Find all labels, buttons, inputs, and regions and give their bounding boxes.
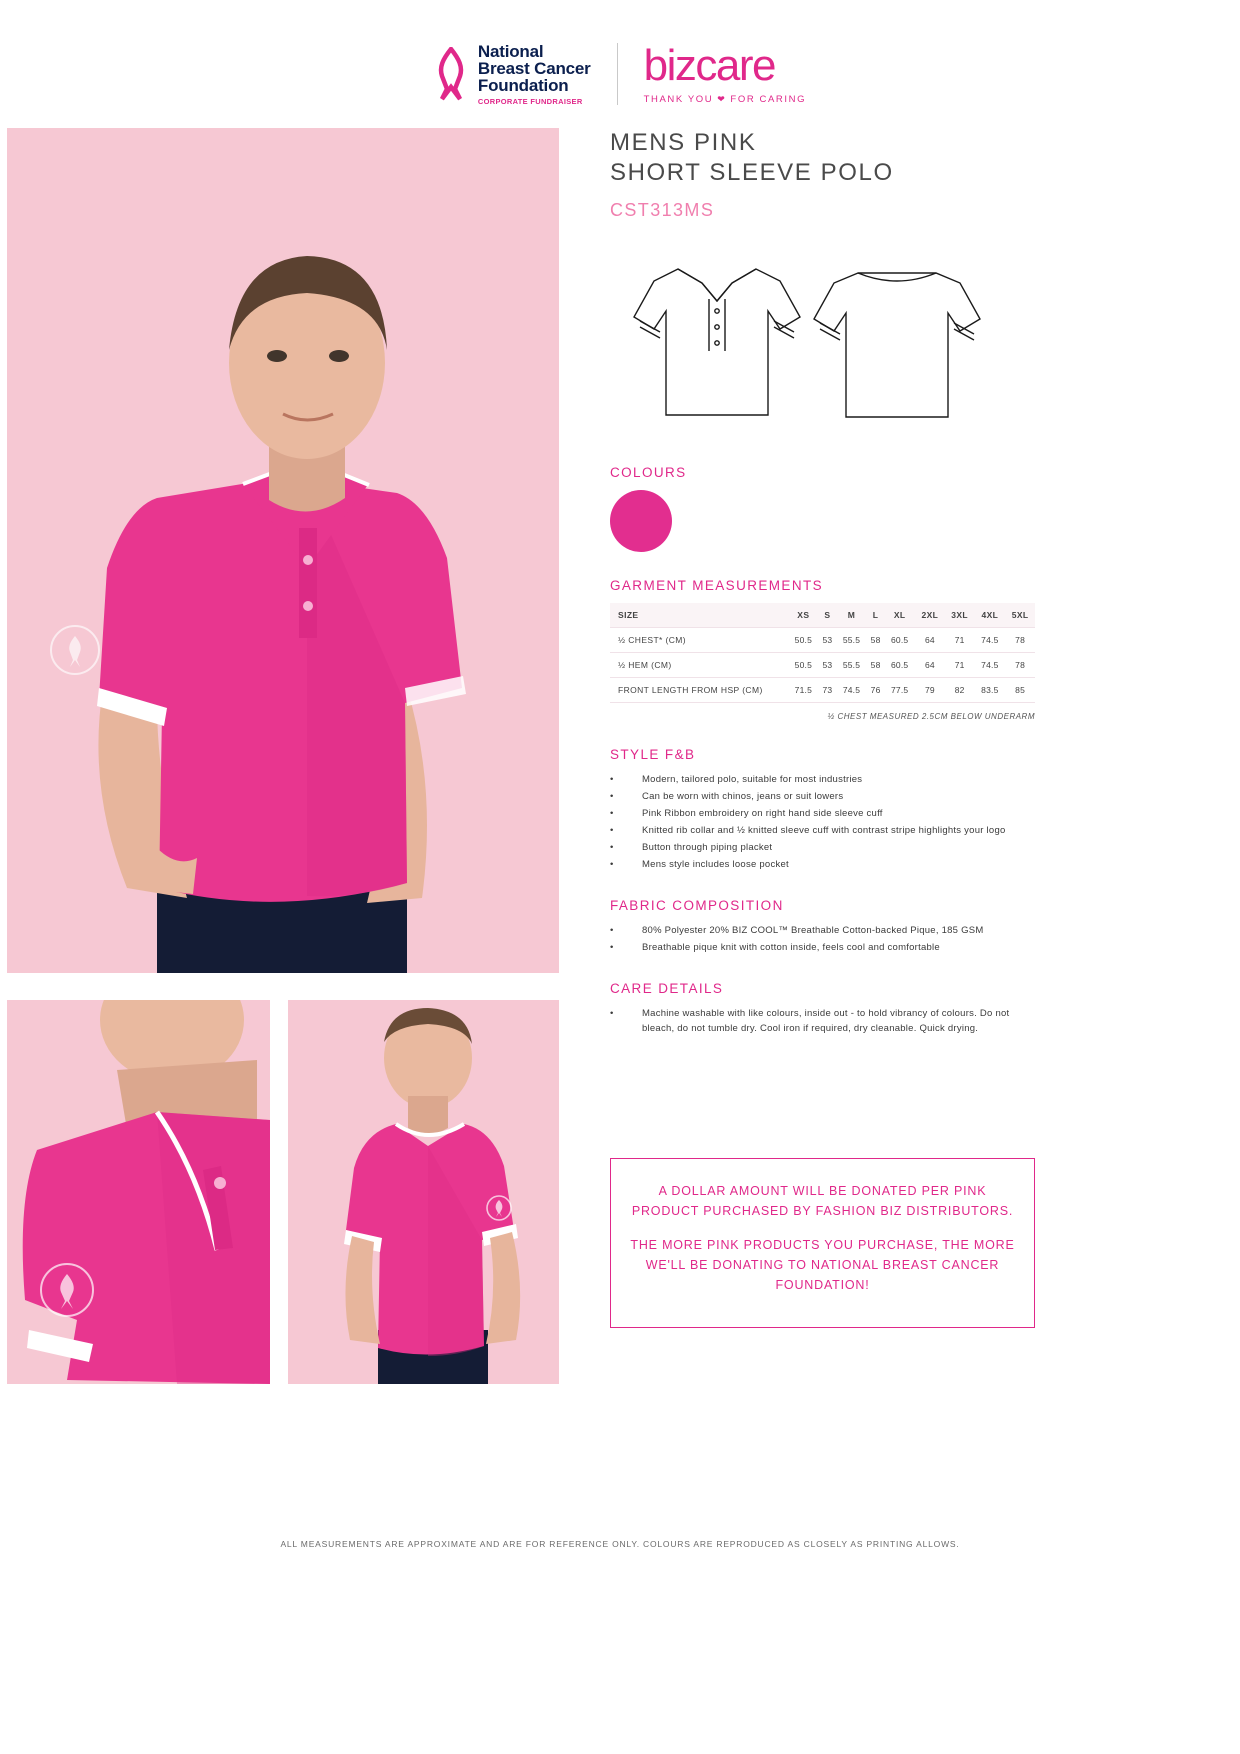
nbcf-subtitle: CORPORATE FUNDRAISER [477,96,583,106]
cell: 53 [819,628,836,653]
page-footer: ALL MEASUREMENTS ARE APPROXIMATE AND ARE FOR REFERENCE ONLY. COLOURS ARE REPRODUCED AS CLOSELY AS PRINTING ALLOWS. [280,1539,960,1549]
measurements-heading: GARMENT MEASUREMENTS [610,578,824,593]
pink-ribbon-icon [434,47,468,101]
collar-placket-detail-photo [7,1000,270,1384]
bizcare-logo [643,40,807,105]
col-2xl: 2XL [915,603,945,628]
style-heading: STYLE F&B [610,747,696,762]
cell: 53 [819,653,836,678]
bullet-icon: • [610,774,614,785]
cell: 60.5 [884,653,915,678]
col-3xl: 3XL [945,603,975,628]
model-back-illustration [288,1000,559,1384]
cell: 79 [915,678,945,703]
measurements-note: ½ CHEST MEASURED 2.5CM BELOW UNDERARM [827,712,1035,721]
cell: 78 [1005,653,1035,678]
bullet-icon: • [610,859,614,870]
colours-heading: COLOURS [610,465,687,480]
row-label-front-length: FRONT LENGTH FROM HSP (CM) [610,678,788,703]
donation-paragraph-2: THE MORE PINK PRODUCTS YOU PURCHASE, THE MORE WE'LL BE DONATING TO NATIONAL BREAST CANCER FOUNDATION! [630,1238,1015,1292]
col-4xl: 4XL [974,603,1005,628]
list-item-text: 80% Polyester 20% BIZ COOL™ Breathable Cotton-backed Pique, 185 GSM [642,925,984,936]
nbcf-logo [434,43,591,106]
cell: 83.5 [974,678,1005,703]
list-item-text: Button through piping placket [642,842,773,853]
nbcf-name-line1: National [477,41,544,61]
list-item-text: Pink Ribbon embroidery on right hand side sleeve cuff [642,808,883,819]
cell: 71 [945,653,975,678]
model-front-illustration [7,128,559,973]
cell: 55.5 [836,653,867,678]
tagline-before: THANK YOU [643,93,714,105]
list-item [610,806,1035,821]
bizcare-tagline [644,94,806,105]
table-row [610,628,1035,653]
page-header [0,34,1240,114]
style-list [610,772,1035,872]
bullet-icon: • [610,942,614,953]
donation-callout [610,1158,1035,1328]
list-item [610,1006,1035,1036]
list-item [610,823,1035,838]
tagline-after: FOR CARING [730,93,807,105]
garment-measurements-table [610,603,1035,703]
cell: 76 [867,678,884,703]
donation-paragraph-1: A DOLLAR AMOUNT WILL BE DONATED PER PINK PRODUCT PURCHASED BY FASHION BIZ DISTRIBUTORS. [631,1184,1014,1218]
cell: 71 [945,628,975,653]
cell: 64 [915,653,945,678]
fabric-heading: FABRIC COMPOSITION [610,898,784,913]
bizcare-wordmark: bizcare [643,40,775,90]
list-item [610,940,1035,955]
header-divider [617,43,618,105]
cell: 50.5 [788,628,819,653]
col-m: M [836,603,867,628]
product-details-column [610,128,1035,1038]
product-title-line2: SHORT SLEEVE POLO [610,159,894,186]
col-xs: XS [788,603,819,628]
care-list [610,1006,1035,1036]
list-item [610,772,1035,787]
table-row [610,678,1035,703]
cell: 50.5 [788,653,819,678]
cell: 82 [945,678,975,703]
cell: 74.5 [974,653,1005,678]
row-label-half-chest: ½ CHEST* (CM) [610,628,788,653]
col-l: L [867,603,884,628]
polo-technical-front-back-icon [610,239,1035,439]
collar-detail-illustration [7,1000,270,1384]
row-label-half-hem: ½ HEM (CM) [610,653,788,678]
col-s: S [819,603,836,628]
cell: 77.5 [884,678,915,703]
cell: 78 [1005,628,1035,653]
list-item [610,923,1035,938]
cell: 60.5 [884,628,915,653]
bullet-icon: • [610,842,614,853]
col-size: SIZE [610,603,788,628]
table-header-row [610,603,1035,628]
cell: 74.5 [974,628,1005,653]
list-item-text: Breathable pique knit with cotton inside, feels cool and comfortable [642,942,940,953]
list-item-text: Mens style includes loose pocket [642,859,789,870]
nbcf-name-line3: Foundation [477,75,569,95]
cell: 64 [915,628,945,653]
list-item [610,840,1035,855]
product-code: CST313MS [610,200,715,220]
technical-drawings [610,239,1035,439]
cell: 58 [867,628,884,653]
list-item-text: Machine washable with like colours, inside out - to hold vibrancy of colours. Do not bleach, do not tumble dry. Cool iron if required, dry cleanable. Quick drying. [642,1008,1010,1034]
col-5xl: 5XL [1005,603,1035,628]
cell: 74.5 [836,678,867,703]
bullet-icon: • [610,1008,614,1019]
heart-icon: ❤ [717,93,727,104]
bullet-icon: • [610,825,614,836]
list-item-text: Modern, tailored polo, suitable for most industries [642,774,863,785]
list-item-text: Can be worn with chinos, jeans or suit lowers [642,791,844,802]
list-item-text: Knitted rib collar and ½ knitted sleeve cuff with contrast stripe highlights your logo [642,825,1006,836]
model-back-photo [288,1000,559,1384]
nbcf-name-line2: Breast Cancer [477,58,591,78]
colour-swatch-pink[interactable] [610,490,672,552]
care-heading: CARE DETAILS [610,981,724,996]
page-title [610,128,1035,188]
model-front-photo [7,128,559,973]
col-xl: XL [884,603,915,628]
bullet-icon: • [610,808,614,819]
list-item [610,857,1035,872]
product-title-line1: MENS PINK [610,129,757,156]
cell: 85 [1005,678,1035,703]
cell: 73 [819,678,836,703]
bullet-icon: • [610,925,614,936]
table-row [610,653,1035,678]
cell: 58 [867,653,884,678]
cell: 55.5 [836,628,867,653]
cell: 71.5 [788,678,819,703]
list-item [610,789,1035,804]
fabric-list [610,923,1035,955]
bullet-icon: • [610,791,614,802]
